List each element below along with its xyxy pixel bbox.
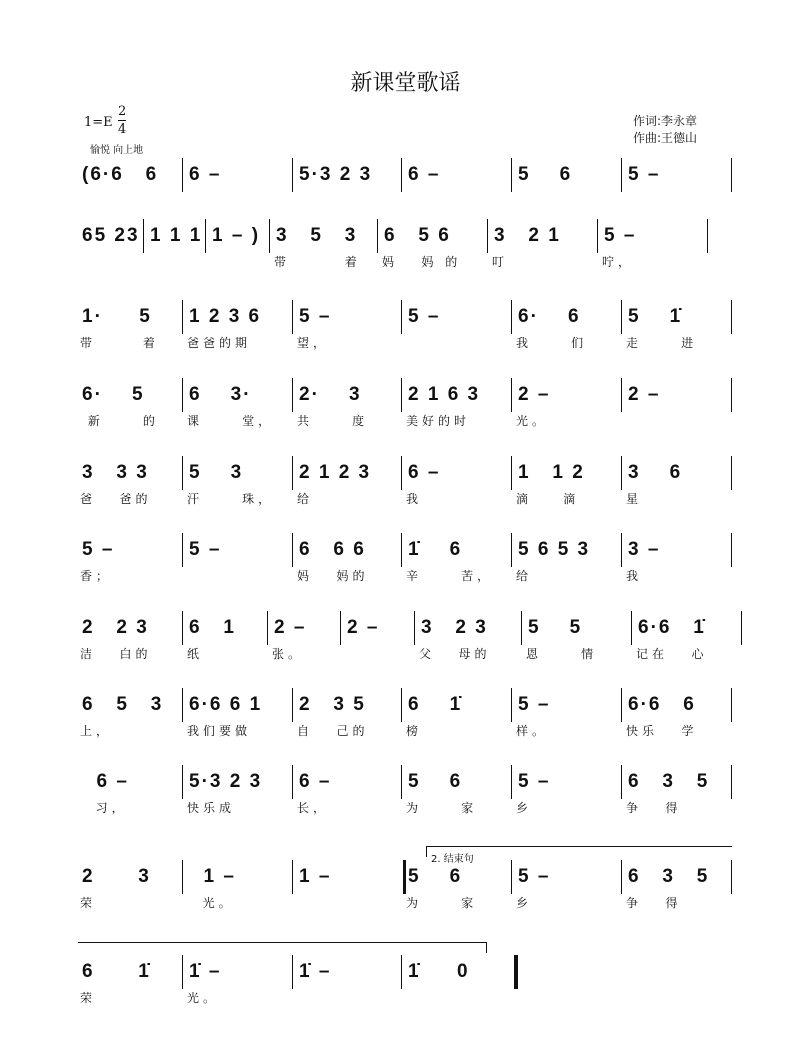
measure-lyric: 带 着 — [274, 255, 361, 269]
measure — [183, 537, 293, 591]
measure-notes: 6 – — [408, 164, 441, 185]
measure-notes: 3 2 3 — [421, 617, 488, 638]
measure-notes: 5 – — [408, 306, 441, 327]
measure-notes: 2· 3 — [299, 384, 362, 405]
measure — [76, 864, 183, 918]
measure — [512, 537, 622, 591]
measure — [622, 382, 732, 436]
measure-notes: 5 – — [518, 771, 551, 792]
barline — [731, 688, 733, 722]
measure-lyric: 叮 — [492, 255, 509, 269]
measure — [293, 460, 402, 514]
measure — [183, 615, 268, 669]
measure-lyric: 纸 — [187, 647, 204, 661]
score-line — [76, 537, 732, 591]
measure-notes: 6·6 1̇ — [638, 617, 706, 638]
measure-notes: 6 – — [299, 771, 332, 792]
measure — [268, 615, 341, 669]
measure — [183, 162, 293, 216]
measure — [183, 382, 293, 436]
measure — [293, 959, 402, 1013]
measure — [622, 304, 732, 358]
measure-notes: 6·6 6 1 — [189, 694, 263, 715]
measure — [512, 304, 622, 358]
measure — [402, 769, 512, 823]
measure-notes: 6 5 3 — [82, 694, 164, 715]
measure-notes: 3 3 3 — [82, 462, 149, 483]
score-line — [76, 223, 708, 277]
measure-lyric: 爸 爸的 — [80, 492, 152, 506]
barline — [731, 158, 733, 192]
measure-notes: 5 – — [518, 866, 551, 887]
measure-notes: 65 23 — [82, 225, 140, 246]
measure-notes: 2 3 — [82, 866, 151, 887]
measure-notes: 5·3 2 3 — [299, 164, 373, 185]
measure — [144, 223, 206, 277]
measure-lyric: 样。 — [516, 724, 549, 738]
measure-lyric: 我 们 — [516, 336, 588, 350]
time-signature — [118, 103, 126, 138]
score-line — [76, 959, 512, 1013]
measure-lyric: 快乐 学 — [626, 724, 698, 738]
measure — [622, 537, 732, 591]
measure-lyric: 记在 心 — [636, 647, 708, 661]
measure-lyric: 给 — [516, 569, 533, 583]
measure-notes: 1 – — [189, 866, 236, 887]
measure — [378, 223, 488, 277]
measure — [293, 304, 402, 358]
measure-notes: 5 – — [82, 539, 115, 560]
measure-lyric: 妈 妈的 — [297, 569, 369, 583]
measure-lyric: 我 — [406, 492, 423, 506]
measure-notes: 6 1̇ — [82, 961, 151, 982]
measure — [76, 615, 183, 669]
measure-lyric: 带 着 — [80, 336, 159, 350]
measure-lyric: 光。 — [516, 414, 549, 428]
measure-lyric: 光。 — [187, 991, 220, 1005]
measure-lyric: 新 的 — [80, 414, 159, 428]
measure-lyric: 乡 — [516, 896, 533, 910]
measure — [622, 692, 732, 746]
measure — [512, 769, 622, 823]
measure-lyric: 汗 珠， — [187, 492, 275, 506]
score-line — [76, 382, 732, 436]
measure-lyric: 光。 — [187, 896, 235, 910]
measure — [402, 864, 512, 918]
measure — [76, 162, 183, 216]
measure-lyric: 长， — [297, 801, 330, 815]
measure — [512, 864, 622, 918]
measure-notes: 6 3 5 — [628, 866, 710, 887]
measure-lyric: 父 母的 — [419, 647, 491, 661]
measure-notes: 6·6 6 — [628, 694, 696, 715]
measure — [293, 769, 402, 823]
measure-notes: 2 1 2 3 — [299, 462, 372, 483]
measure — [512, 382, 622, 436]
measure-lyric: 快乐成 — [187, 801, 236, 815]
measure — [76, 769, 183, 823]
measure-notes: 5·3 2 3 — [189, 771, 263, 792]
measure — [293, 692, 402, 746]
measure-lyric: 妈 妈 的 — [382, 255, 462, 269]
measure-notes: 6 – — [189, 164, 222, 185]
measure-lyric: 望， — [297, 336, 330, 350]
measure — [402, 162, 512, 216]
measure-notes: 5 1̇ — [628, 306, 683, 327]
measure-notes: 2 – — [347, 617, 380, 638]
measure — [76, 537, 183, 591]
measure-notes: 1 1 1 — [150, 225, 203, 246]
key-signature: 1=E — [84, 115, 113, 130]
song-title: 新课堂歌谣 — [350, 71, 461, 96]
barline — [731, 300, 733, 334]
measure-notes: 6 3 5 — [628, 771, 710, 792]
measure-lyric: 辛 苦， — [406, 569, 494, 583]
barline — [731, 533, 733, 567]
measure-notes: 6· 6 — [518, 306, 581, 327]
measure — [76, 959, 183, 1013]
measure — [402, 460, 512, 514]
measure-lyric: 洁 白的 — [80, 647, 152, 661]
volta-bracket-continued — [78, 942, 487, 953]
measure — [183, 864, 293, 918]
measure-notes: 1̇ 6 — [408, 539, 463, 560]
measure — [512, 692, 622, 746]
measure — [402, 692, 512, 746]
measure-notes: 6 – — [82, 771, 129, 792]
measure — [293, 537, 402, 591]
measure-lyric: 香； — [80, 569, 113, 583]
measure-notes: 6 1̇ — [408, 694, 463, 715]
measure-lyric: 爸爸的期 — [187, 336, 252, 350]
measure-notes: 1 2 3 6 — [189, 306, 262, 327]
measure — [76, 223, 144, 277]
measure-lyric: 争 得 — [626, 896, 682, 910]
measure-notes: 6 1 — [189, 617, 236, 638]
measure-lyric: 滴 滴 — [516, 492, 580, 506]
measure — [622, 460, 732, 514]
measure-lyric: 美好的时 — [406, 414, 471, 428]
measure-lyric: 上， — [80, 724, 113, 738]
measure — [622, 162, 732, 216]
measure — [402, 959, 512, 1013]
measure — [415, 615, 522, 669]
measure-notes: 2 1 6 3 — [408, 384, 481, 405]
barline — [707, 219, 709, 253]
score-line — [76, 692, 732, 746]
measure-notes: 1̇ 0 — [408, 961, 470, 982]
measure — [76, 304, 183, 358]
measure — [293, 162, 402, 216]
measure — [183, 304, 293, 358]
measure-notes: 2 – — [274, 617, 307, 638]
time-numerator: 2 — [118, 104, 127, 119]
measure — [522, 615, 632, 669]
score-line — [76, 769, 732, 823]
measure-lyric: 咛， — [602, 255, 635, 269]
barline — [741, 611, 743, 645]
measure-lyric: 我 — [626, 569, 643, 583]
measure-lyric: 给 — [297, 492, 314, 506]
measure-notes: 6· 5 — [82, 384, 145, 405]
measure-lyric: 共 度 — [297, 414, 369, 428]
tempo-marking: 愉悦 向上地 — [90, 145, 144, 156]
barline — [731, 860, 733, 894]
measure — [402, 537, 512, 591]
measure — [622, 864, 732, 918]
measure — [402, 382, 512, 436]
score-line — [76, 864, 732, 918]
barline — [731, 378, 733, 412]
measure-notes: 3 5 3 — [276, 225, 358, 246]
measure-notes: 2 3 5 — [299, 694, 366, 715]
measure-notes: 5 6 5 3 — [518, 539, 591, 560]
lyricist-credit: 作词:李永章 — [633, 114, 698, 128]
measure-lyric: 走 进 — [626, 336, 698, 350]
measure-lyric: 自 己的 — [297, 724, 369, 738]
measure-notes: 6 3· — [189, 384, 252, 405]
measure — [512, 460, 622, 514]
measure-notes: 1· 5 — [82, 306, 152, 327]
measure — [512, 162, 622, 216]
measure-notes: 2 – — [628, 384, 661, 405]
measure-notes: 1̇ – — [299, 961, 332, 982]
measure — [76, 692, 183, 746]
measure-notes: 1̇ – — [189, 961, 222, 982]
measure — [206, 223, 270, 277]
measure-lyric: 乡 — [516, 801, 533, 815]
barline — [731, 456, 733, 490]
measure — [76, 460, 183, 514]
measure-lyric: 张。 — [272, 647, 305, 661]
measure-notes: 6 – — [408, 462, 441, 483]
measure — [598, 223, 708, 277]
measure-notes: 1 – — [299, 866, 332, 887]
measure-notes: 5 – — [299, 306, 332, 327]
measure-lyric: 我们要做 — [187, 724, 252, 738]
measure-notes: 1 1 2 — [518, 462, 585, 483]
measure-lyric: 习， — [80, 801, 128, 815]
measure — [632, 615, 742, 669]
measure — [341, 615, 415, 669]
measure-notes: 5 6 — [408, 866, 463, 887]
measure-lyric: 荣 — [80, 991, 97, 1005]
measure — [183, 769, 293, 823]
score-line — [76, 615, 742, 669]
measure — [293, 382, 402, 436]
measure-notes: 5 3 — [189, 462, 244, 483]
measure-lyric: 星 — [626, 492, 643, 506]
measure — [183, 959, 293, 1013]
volta-bracket — [426, 846, 732, 865]
measure — [293, 864, 402, 918]
measure — [76, 382, 183, 436]
measure-notes: (6·6 6 — [82, 164, 159, 185]
measure-notes: 2 2 3 — [82, 617, 149, 638]
measure-lyric: 争 得 — [626, 801, 682, 815]
measure-lyric: 恩 情 — [526, 647, 598, 661]
final-barline — [514, 955, 518, 989]
measure — [183, 460, 293, 514]
measure-lyric: 榜 — [406, 724, 423, 738]
measure-notes: 3 – — [628, 539, 661, 560]
score-line — [76, 460, 732, 514]
measure — [622, 769, 732, 823]
measure-notes: 5 – — [628, 164, 661, 185]
measure-notes: 3 6 — [628, 462, 683, 483]
measure-notes: 2 – — [518, 384, 551, 405]
measure — [402, 304, 512, 358]
measure — [488, 223, 598, 277]
measure-lyric: 为 家 — [406, 896, 478, 910]
measure-notes: 5 – — [604, 225, 637, 246]
measure-notes: 5 6 — [408, 771, 463, 792]
barline — [731, 765, 733, 799]
time-denominator: 4 — [118, 122, 127, 137]
measure-notes: 1 – ) — [212, 225, 261, 246]
measure-notes: 5 – — [518, 694, 551, 715]
measure-notes: 5 6 — [518, 164, 573, 185]
measure-notes: 3 2 1 — [494, 225, 561, 246]
measure — [183, 692, 293, 746]
measure-notes: 6 5 6 — [384, 225, 451, 246]
score-line — [76, 304, 732, 358]
measure-notes: 5 5 — [528, 617, 583, 638]
volta-label: 2. 结束句 — [431, 854, 474, 865]
measure-notes: 6 6 6 — [299, 539, 366, 560]
measure-lyric: 课 堂， — [187, 414, 275, 428]
composer-credit: 作曲:王德山 — [633, 131, 698, 145]
measure-notes: 5 – — [189, 539, 222, 560]
score-line — [76, 162, 732, 216]
measure-lyric: 为 家 — [406, 801, 478, 815]
measure — [270, 223, 378, 277]
measure-lyric: 荣 — [80, 896, 97, 910]
